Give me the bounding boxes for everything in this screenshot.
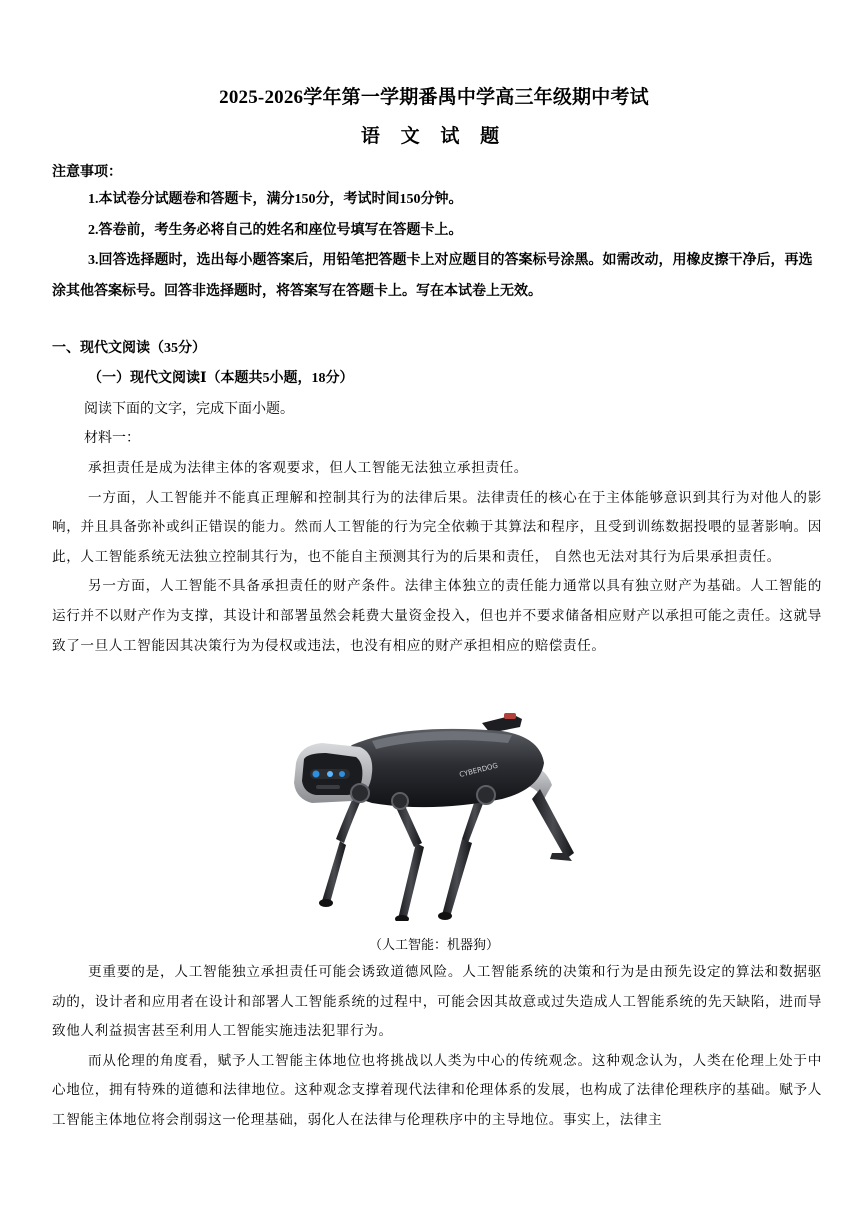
passage-paragraph: 承担责任是成为法律主体的客观要求，但人工智能无法独立承担责任。 bbox=[88, 460, 529, 476]
figure-caption: （人工智能：机器狗） bbox=[368, 938, 499, 953]
notes-heading: 注意事项： bbox=[52, 165, 122, 180]
notes-list bbox=[52, 185, 822, 307]
material-label: 材料一： bbox=[84, 430, 140, 446]
reading-instruction: 阅读下面的文字，完成下面小题。 bbox=[84, 401, 294, 417]
note-item: 2.答卷前，考生务必将自己的姓名和座位号填写在答题卡上。 bbox=[88, 222, 463, 238]
exam-title: 2025-2026学年第一学期番禺中学高三年级期中考试 bbox=[219, 87, 649, 108]
passage-paragraph: 一方面，人工智能并不能真正理解和控制其行为的法律后果。法律责任的核心在于主体能够意识到其行为对他人的影响，并且具备弥补或纠正错误的能力。然而人工智能的行为完全依赖于其算法和程序，且受到训练数据投喂的显著影响。因此，人工智能系统无法独立控制其行为，也不能自主预测其行为的后果和责任， 自然也无法对其行为后果承担责任。 bbox=[52, 489, 822, 565]
subject-title: 语 文 试 题 bbox=[360, 126, 508, 147]
section-subtitle: （一）现代文阅读Ⅰ（本题共5小题，18分） bbox=[88, 371, 354, 386]
passage-paragraph: 更重要的是，人工智能独立承担责任可能会诱致道德风险。人工智能系统的决策和行为是由预先设定的算法和数据驱动的，设计者和应用者在设计和部署人工智能系统的过程中，可能会因其故意或过失造成人工智能系统的先天缺陷，进而导致他人利益损害甚至利用人工智能实施违法犯罪行为。 bbox=[52, 964, 822, 1040]
robot-dog-image bbox=[282, 703, 592, 921]
robot-brand-text: CYBERDOG bbox=[458, 761, 499, 779]
note-item: 1.本试卷分试题卷和答题卡，满分150分，考试时间150分钟。 bbox=[88, 192, 463, 207]
passage-paragraph: 另一方面，人工智能不具备承担责任的财产条件。法律主体独立的责任能力通常以具有独立财产为基础。人工智能的运行并不以财产作为支撑，其设计和部署虽然会耗费大量资金投入，但也并不要求储备相应财产以承担可能之责任。这就导致了一旦人工智能因其决策行为为侵权或违法，也没有相应的财产承担相应的赔偿责任。 bbox=[52, 578, 822, 654]
section-title: 一、现代文阅读（35分） bbox=[52, 341, 206, 356]
passage-paragraph: 而从伦理的角度看，赋予人工智能主体地位也将挑战以人类为中心的传统观念。这种观念认为，人类在伦理上处于中心地位，拥有特殊的道德和法律地位。这种观念支撑着现代法律和伦理体系的发展，也构成了法律伦理秩序的基础。赋予人工智能主体地位将会削弱这一伦理基础，弱化人在法律与伦理秩序中的主导地位。事实上，法律主 bbox=[52, 1052, 822, 1128]
passage-bottom bbox=[52, 958, 822, 1136]
passage-top bbox=[52, 454, 822, 661]
note-item: 3.回答选择题时，选出每小题答案后，用铅笔把答题卡上对应题目的答案标号涂黑。如需改动，用橡皮擦干净后，再选涂其他答案标号。回答非选择题时，将答案写在答题卡上。写在本试卷上无效。 bbox=[52, 253, 813, 299]
